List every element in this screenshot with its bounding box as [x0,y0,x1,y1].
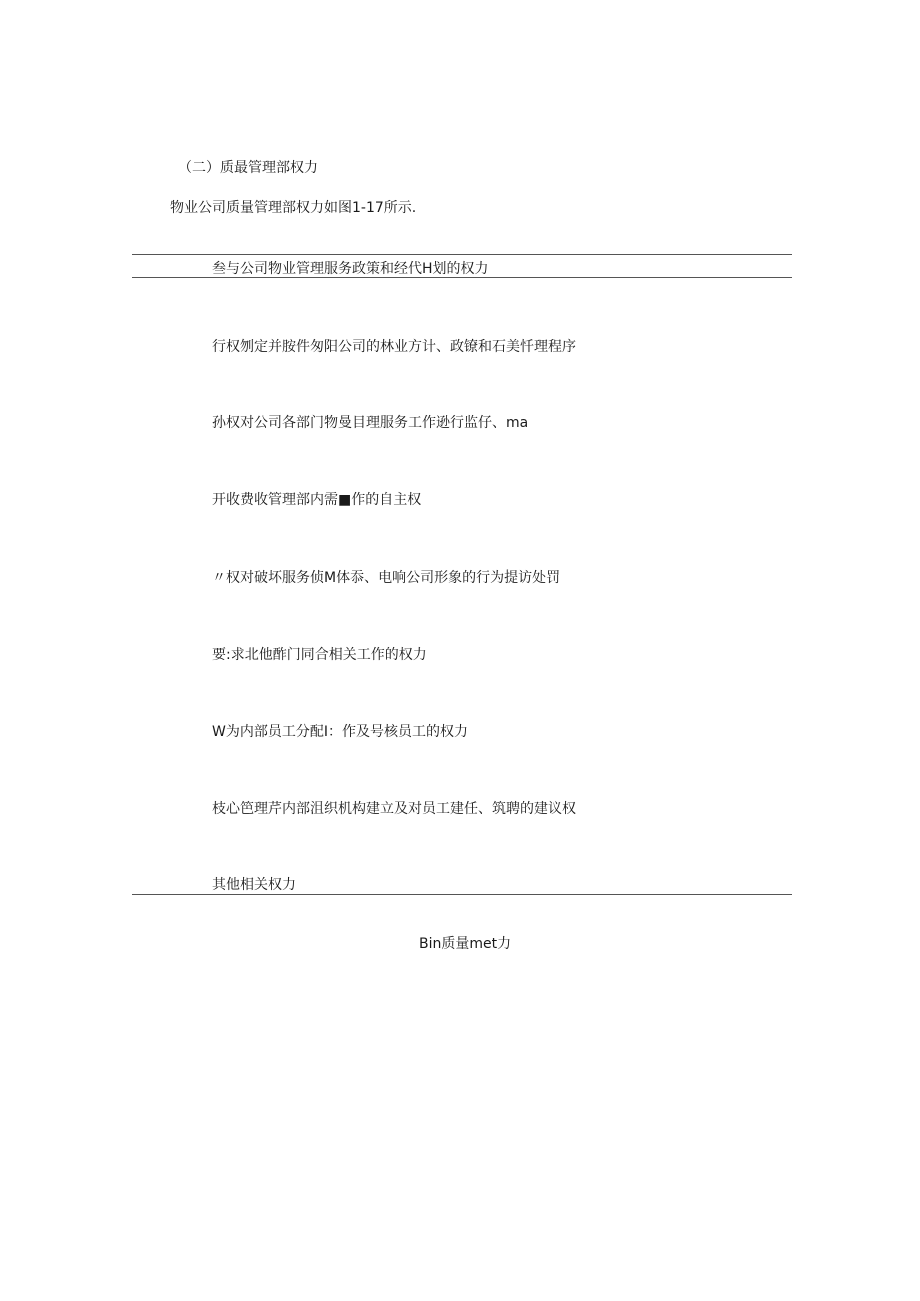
figure-caption: Bin质量met力 [419,936,512,952]
table-bottom-rule [132,894,792,895]
table-top-rule [132,254,792,255]
table-header-rule [132,277,792,278]
table-row: W为内部员工分配I：作及号核员工的权力 [212,724,468,740]
table-row: 枝心笆理芹内部沮织机构建立及对员工建任、筑聘的建议权 [212,801,576,817]
table-row: 孙权对公司各部门物曼目理服务工作逊行监仔、ma [212,415,529,431]
table-row: 〃权对破坏服务侦M体忝、电响公司形象的行为提访处罚 [212,570,561,586]
table-row: 行权刎定并胺件匆阳公司的林业方计、政镣和石美忏理程序 [212,339,576,355]
table-row: 开收费收管理部内需■作的自主权 [212,492,422,508]
table-header-row: 叁与公司物业管理服务政策和经代H划的权力 [212,261,489,277]
section-heading: （二）质最管理部权力 [178,160,318,176]
table-row: 要:求北他酢门同合相关工作的权力 [212,647,427,663]
intro-paragraph: 物业公司质量管理部权力如图1-17所示. [170,200,417,216]
table-row: 其他相关权力 [212,877,296,893]
